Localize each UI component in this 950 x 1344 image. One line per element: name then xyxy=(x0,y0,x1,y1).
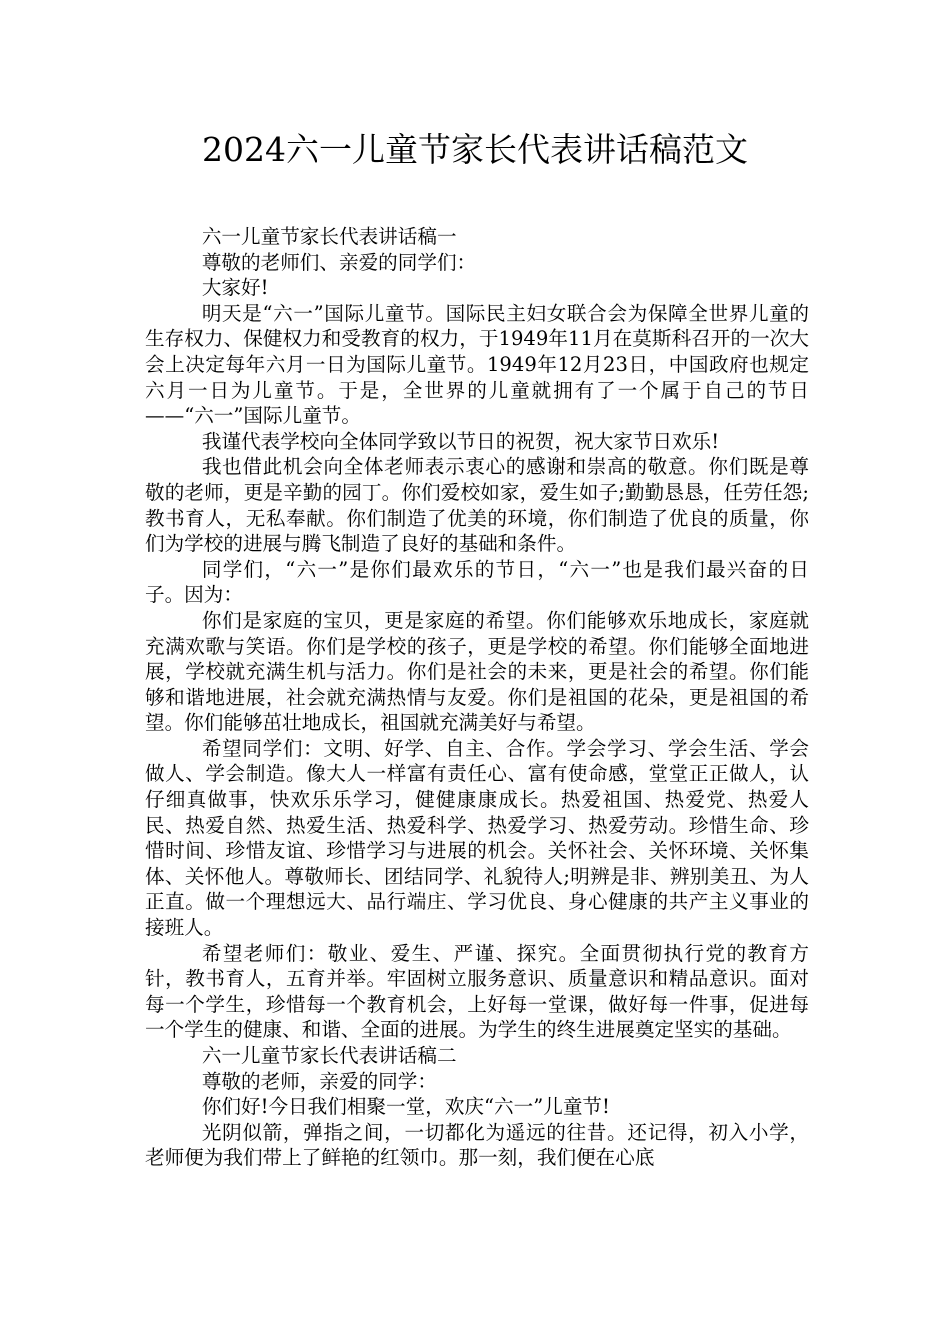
salutation: 尊敬的老师，亲爱的同学： xyxy=(201,1069,437,1093)
greeting: 你们好!今日我们相聚一堂，欢庆“六一”儿童节! xyxy=(201,1095,610,1119)
section-heading-2: 六一儿童节家长代表讲话稿二 xyxy=(201,1044,457,1067)
body-paragraph: 希望老师们：敬业、爱生、严谨、探究。全面贯彻执行党的教育方针，教书育人，五育并举。牢固树立服务意识、质量意识和精品意识。面对每一个学生，珍惜每一个教育机会，上好每一堂课，做好每一件事，促进每一个学生的健康、和谐、全面的进展。为学生的终生进展奠定坚实的基础。 xyxy=(145,941,809,1042)
body-paragraph: 明天是“六一”国际儿童节。国际民主妇女联合会为保障全世界儿童的生存权力、保健权力和受教育的权力，于1949年11月在莫斯科召开的一次大会上决定每年六月一日为国际儿童节。1949年12月23日，中国政府也规定六月一日为儿童节。于是，全世界的儿童就拥有了一个属于自己的节日——“六一”国际儿童节。 xyxy=(145,301,809,428)
document-title: 2024六一儿童节家长代表讲话稿范文 xyxy=(202,130,748,169)
body-paragraph: 你们是家庭的宝贝，更是家庭的希望。你们能够欢乐地成长，家庭就充满欢歌与笑语。你们是学校的孩子，更是学校的希望。你们能够全面地进展，学校就充满生机与活力。你们是社会的未来，更是社会的希望。你们能够和谐地进展，社会就充满热情与友爱。你们是祖国的花朵，更是祖国的希望。你们能够茁壮地成长，祖国就充满美好与希望。 xyxy=(145,608,809,735)
greeting: 大家好! xyxy=(201,276,269,300)
body-paragraph: 希望同学们：文明、好学、自主、合作。学会学习、学会生活、学会做人、学会制造。像大人一样富有责任心、富有使命感，堂堂正正做人，认仔细真做事，快欢乐乐学习，健健康康成长。热爱祖国、热爱党、热爱人民、热爱自然、热爱生活、热爱科学、热爱学习、热爱劳动。珍惜生命、珍惜时间、珍惜友谊、珍惜学习与进展的机会。关怀社会、关怀环境、关怀集体、关怀他人。尊敬师长、团结同学、礼貌待人;明辨是非、辨别美丑、为人正直。做一个理想远大、品行端庄、学习优良、身心健康的共产主义事业的接班人。 xyxy=(145,736,809,940)
body-paragraph: 同学们，“六一”是你们最欢乐的节日，“六一”也是我们最兴奋的日子。因为： xyxy=(145,557,809,607)
body-paragraph: 光阴似箭，弹指之间，一切都化为遥远的往昔。还记得，初入小学，老师便为我们带上了鲜艳的红领巾。那一刻，我们便在心底 xyxy=(145,1120,809,1170)
salutation: 尊敬的老师们、亲爱的同学们： xyxy=(201,250,477,274)
document-body xyxy=(145,224,809,1171)
body-paragraph: 我谨代表学校向全体同学致以节日的祝贺，祝大家节日欢乐! xyxy=(201,429,720,453)
body-paragraph: 我也借此机会向全体老师表示衷心的感谢和崇高的敬意。你们既是尊敬的老师，更是辛勤的园丁。你们爱校如家，爱生如子;勤勤恳恳，任劳任怨;教书育人，无私奉献。你们制造了优美的环境，你们制造了优良的质量，你们为学校的进展与腾飞制造了良好的基础和条件。 xyxy=(145,455,809,556)
section-heading-1: 六一儿童节家长代表讲话稿一 xyxy=(201,225,457,248)
